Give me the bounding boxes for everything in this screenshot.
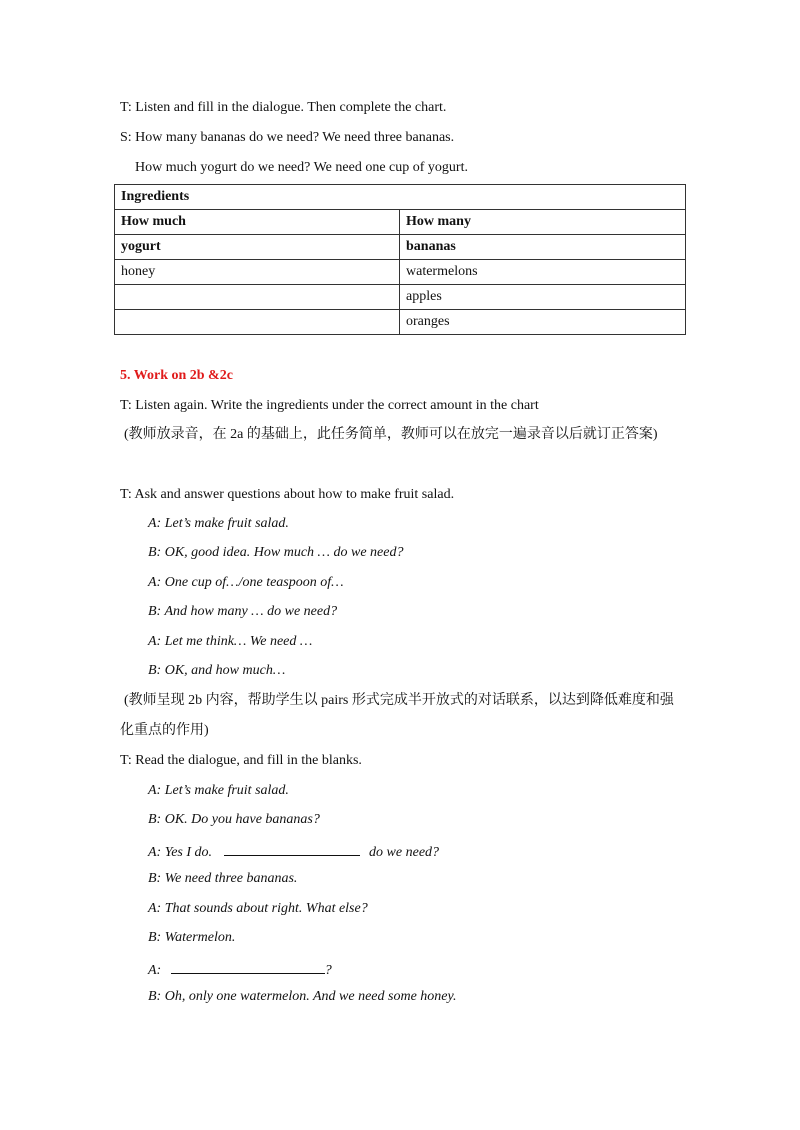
- instruction-line: T: Listen and fill in the dialogue. Then complete the chart.: [120, 100, 447, 115]
- dialogue-line-with-blank: [148, 959, 332, 980]
- table-cell: yogurt: [115, 235, 400, 260]
- teacher-note: (教师呈现 2b 内容，帮助学生以 pairs 形式完成半开放式的对话联系，以达到降低难度和强: [124, 693, 674, 708]
- table-row: [115, 260, 686, 285]
- dialogue-text: ?: [324, 963, 332, 978]
- table-header: Ingredients: [115, 185, 686, 210]
- dialogue-line: B: We need three bananas.: [148, 871, 298, 886]
- table-cell: watermelons: [400, 260, 686, 285]
- table-row: [115, 235, 686, 260]
- dialogue-line: A: One cup of…/one teaspoon of…: [148, 575, 344, 590]
- table-cell: [115, 285, 400, 310]
- table-cell: [115, 310, 400, 335]
- table-column-row: [115, 210, 686, 235]
- dialogue-line: A: Let’s make fruit salad.: [148, 516, 289, 531]
- dialogue-text: do we need?: [369, 845, 440, 860]
- dialogue-text: A:: [148, 963, 162, 978]
- dialogue-line: B: OK. Do you have bananas?: [148, 812, 320, 827]
- fill-blank[interactable]: [224, 841, 360, 856]
- student-line: S: How many bananas do we need? We need three bananas.: [120, 130, 455, 145]
- teacher-note: (教师放录音，在 2a 的基础上，此任务简单，教师可以在放完一遍录音以后就订正答案): [124, 427, 658, 442]
- ask-instruction: T: Ask and answer questions about how to make fruit salad.: [120, 487, 455, 502]
- student-line-2: How much yogurt do we need? We need one cup of yogurt.: [135, 160, 468, 175]
- table-header-row: [115, 185, 686, 210]
- section-instruction: T: Listen again. Write the ingredients under the correct amount in the chart: [120, 398, 539, 413]
- table-cell: bananas: [400, 235, 686, 260]
- dialogue-line: A: That sounds about right. What else?: [148, 901, 368, 916]
- table-cell: apples: [400, 285, 686, 310]
- read-instruction: T: Read the dialogue, and fill in the blanks.: [120, 753, 362, 768]
- fill-blank[interactable]: [171, 959, 325, 974]
- table-row: [115, 285, 686, 310]
- dialogue-line: B: OK, good idea. How much … do we need?: [148, 545, 404, 560]
- column-how-much: How much: [115, 210, 400, 235]
- section-heading: 5. Work on 2b &2c: [120, 368, 233, 383]
- table-cell: oranges: [400, 310, 686, 335]
- teacher-note-continued: 化重点的作用): [120, 723, 209, 738]
- dialogue-line: A: Let’s make fruit salad.: [148, 783, 289, 798]
- dialogue-text: A: Yes I do.: [148, 845, 213, 860]
- table-row: [115, 310, 686, 335]
- column-how-many: How many: [400, 210, 686, 235]
- ingredients-table: [114, 184, 686, 335]
- dialogue-line: B: Watermelon.: [148, 930, 236, 945]
- table-cell: honey: [115, 260, 400, 285]
- dialogue-line-with-blank: [148, 841, 439, 862]
- dialogue-line: A: Let me think… We need …: [148, 634, 313, 649]
- dialogue-line: B: Oh, only one watermelon. And we need some honey.: [148, 989, 457, 1004]
- dialogue-line: B: OK, and how much…: [148, 663, 286, 678]
- dialogue-line: B: And how many … do we need?: [148, 604, 338, 619]
